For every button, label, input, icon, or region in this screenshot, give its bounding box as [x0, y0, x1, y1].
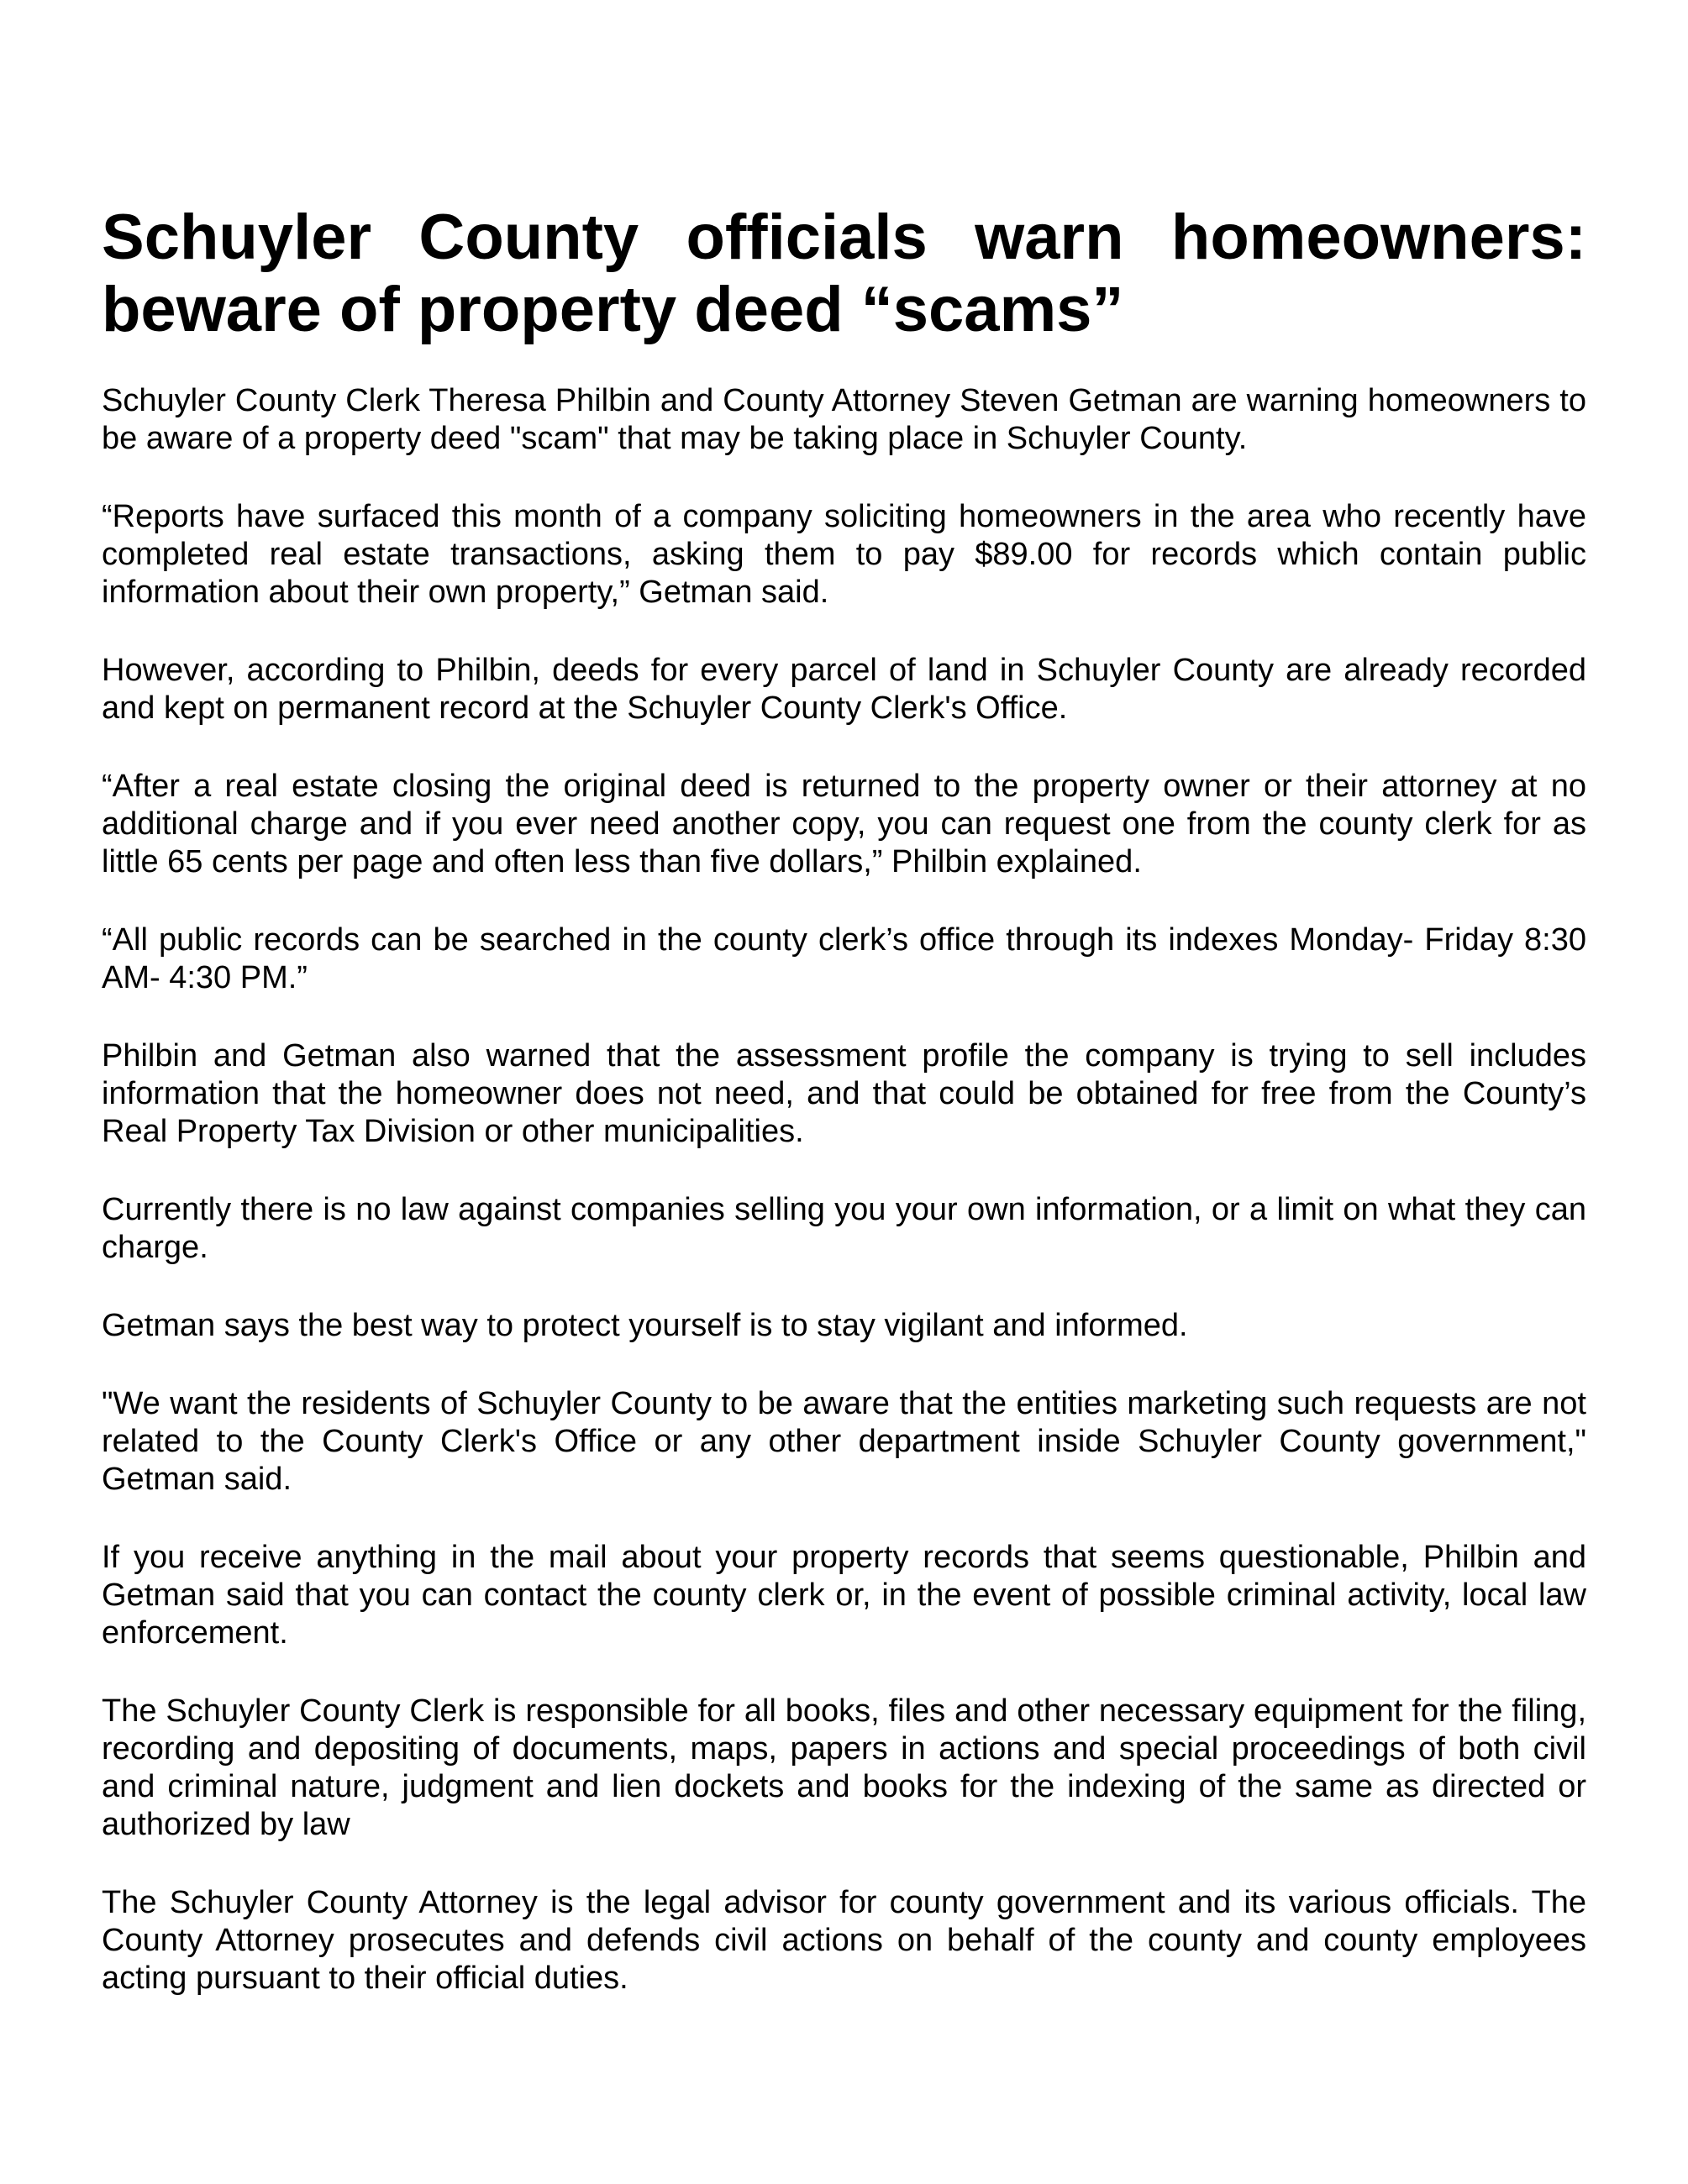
article-paragraph: Getman says the best way to protect yourself is to stay vigilant and informed. — [102, 1308, 1188, 1343]
article-paragraph: Currently there is no law against companies selling you your own information, or a limit on what they can charge. — [102, 1192, 1586, 1265]
article-paragraph: “Reports have surfaced this month of a company soliciting homeowners in the area who recently have completed real estate transactions, asking them to pay $89.00 for records which contain public information about their own property,” Getman said. — [102, 499, 1586, 610]
article-title-line2: beware of property deed “scams” — [102, 274, 1124, 345]
article-title — [102, 202, 1586, 346]
article-paragraph: Schuyler County Clerk Theresa Philbin and County Attorney Steven Getman are warning homeowners to be aware of a property deed "scam" that may be taking place in Schuyler County. — [102, 383, 1586, 456]
article-paragraph: “After a real estate closing the original deed is returned to the property owner or their attorney at no additional charge and if you ever need another copy, you can request one from the county clerk for as little 65 cents per page and often less than five dollars,” Philbin explained. — [102, 769, 1586, 879]
article-body — [102, 382, 1586, 1998]
article-paragraph: If you receive anything in the mail about your property records that seems questionable, Philbin and Getman said that you can contact the county clerk or, in the event of possible criminal activity, local law enforcement. — [102, 1540, 1586, 1651]
article-paragraph: "We want the residents of Schuyler County to be aware that the entities marketing such requests are not related to the County Clerk's Office or any other department inside Schuyler County government," Getman said. — [102, 1386, 1586, 1497]
article-paragraph: However, according to Philbin, deeds for every parcel of land in Schuyler County are already recorded and kept on permanent record at the Schuyler County Clerk's Office. — [102, 653, 1586, 726]
article-paragraph: The Schuyler County Clerk is responsible for all books, files and other necessary equipment for the filing, recording and depositing of documents, maps, papers in actions and special proceedings of both civil and criminal nature, judgment and lien dockets and books for the indexing of the same as directed or authorized by law — [102, 1693, 1586, 1842]
article-paragraph: Philbin and Getman also warned that the assessment profile the company is trying to sell includes information that the homeowner does not need, and that could be obtained for free from the County’s Real Property Tax Division or other municipalities. — [102, 1038, 1586, 1149]
article-title-line1: Schuyler County officials warn homeowners: — [102, 202, 1586, 273]
article-paragraph: The Schuyler County Attorney is the legal advisor for county government and its various officials. The County Attorney prosecutes and defends civil actions on behalf of the county and county employees acting pursuant to their official duties. — [102, 1885, 1586, 1996]
article-paragraph: “All public records can be searched in the county clerk’s office through its indexes Monday- Friday 8:30 AM- 4:30 PM.” — [102, 922, 1586, 995]
